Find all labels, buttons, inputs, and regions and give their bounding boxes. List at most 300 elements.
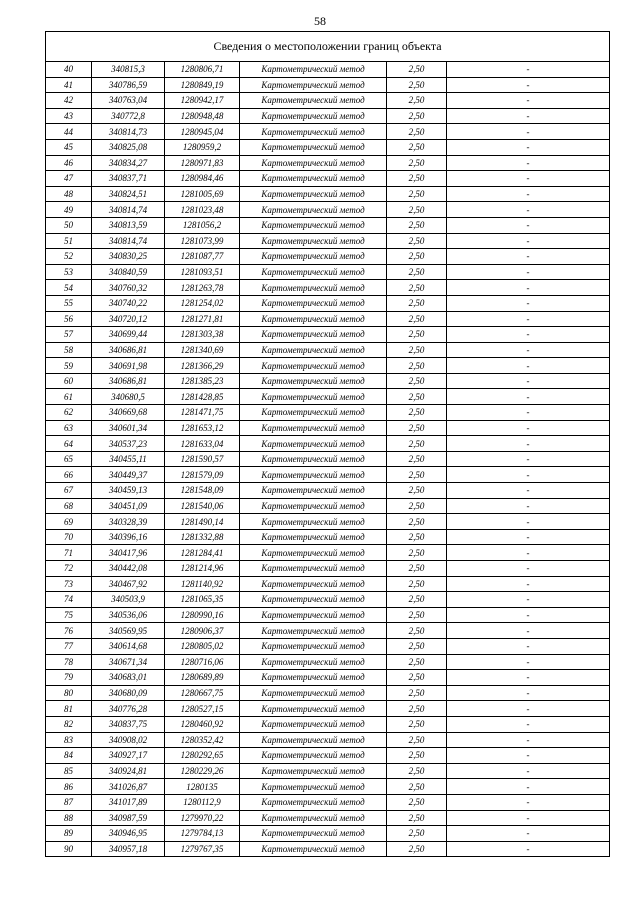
precision-cell: 2,50 — [387, 748, 447, 764]
description-cell: - — [447, 436, 610, 452]
method-cell: Картометрический метод — [240, 561, 387, 577]
table-row — [46, 202, 610, 218]
table-row — [46, 155, 610, 171]
point-number-cell: 89 — [46, 826, 92, 842]
precision-cell: 2,50 — [387, 171, 447, 187]
x-coordinate-cell: 340830,25 — [92, 249, 165, 265]
precision-cell: 2,50 — [387, 62, 447, 78]
method-cell: Картометрический метод — [240, 467, 387, 483]
description-cell: - — [447, 327, 610, 343]
x-coordinate-cell: 340459,13 — [92, 483, 165, 499]
precision-cell: 2,50 — [387, 810, 447, 826]
precision-cell: 2,50 — [387, 670, 447, 686]
table-row — [46, 389, 610, 405]
y-coordinate-cell: 1281633,04 — [165, 436, 240, 452]
description-cell: - — [447, 654, 610, 670]
x-coordinate-cell: 341026,87 — [92, 779, 165, 795]
point-number-cell: 60 — [46, 373, 92, 389]
table-row — [46, 77, 610, 93]
table-row — [46, 514, 610, 530]
precision-cell: 2,50 — [387, 826, 447, 842]
x-coordinate-cell: 340814,74 — [92, 202, 165, 218]
point-number-cell: 63 — [46, 420, 92, 436]
method-cell: Картометрический метод — [240, 280, 387, 296]
table-row — [46, 451, 610, 467]
method-cell: Картометрический метод — [240, 638, 387, 654]
point-number-cell: 83 — [46, 732, 92, 748]
method-cell: Картометрический метод — [240, 810, 387, 826]
x-coordinate-cell: 340442,08 — [92, 561, 165, 577]
point-number-cell: 68 — [46, 498, 92, 514]
y-coordinate-cell: 1280716,06 — [165, 654, 240, 670]
point-number-cell: 69 — [46, 514, 92, 530]
description-cell: - — [447, 405, 610, 421]
description-cell: - — [447, 545, 610, 561]
precision-cell: 2,50 — [387, 623, 447, 639]
description-cell: - — [447, 716, 610, 732]
method-cell: Картометрический метод — [240, 623, 387, 639]
method-cell: Картометрический метод — [240, 716, 387, 732]
y-coordinate-cell: 1280292,65 — [165, 748, 240, 764]
x-coordinate-cell: 340720,12 — [92, 311, 165, 327]
x-coordinate-cell: 340451,09 — [92, 498, 165, 514]
table-row — [46, 280, 610, 296]
method-cell: Картометрический метод — [240, 405, 387, 421]
description-cell: - — [447, 77, 610, 93]
table-row — [46, 561, 610, 577]
precision-cell: 2,50 — [387, 358, 447, 374]
precision-cell: 2,50 — [387, 545, 447, 561]
table-row — [46, 748, 610, 764]
x-coordinate-cell: 340772,8 — [92, 108, 165, 124]
page-number: 58 — [314, 14, 326, 28]
description-cell: - — [447, 342, 610, 358]
point-number-cell: 49 — [46, 202, 92, 218]
point-number-cell: 52 — [46, 249, 92, 265]
description-cell: - — [447, 358, 610, 374]
method-cell: Картометрический метод — [240, 545, 387, 561]
y-coordinate-cell: 1280229,26 — [165, 763, 240, 779]
y-coordinate-cell: 1281140,92 — [165, 576, 240, 592]
method-cell: Картометрический метод — [240, 529, 387, 545]
method-cell: Картометрический метод — [240, 826, 387, 842]
point-number-cell: 85 — [46, 763, 92, 779]
table-row — [46, 420, 610, 436]
precision-cell: 2,50 — [387, 155, 447, 171]
point-number-cell: 46 — [46, 155, 92, 171]
table-row — [46, 732, 610, 748]
precision-cell: 2,50 — [387, 342, 447, 358]
point-number-cell: 78 — [46, 654, 92, 670]
precision-cell: 2,50 — [387, 373, 447, 389]
table-row — [46, 670, 610, 686]
table-row — [46, 295, 610, 311]
method-cell: Картометрический метод — [240, 202, 387, 218]
point-number-cell: 55 — [46, 295, 92, 311]
table-row — [46, 171, 610, 187]
table-row — [46, 779, 610, 795]
precision-cell: 2,50 — [387, 389, 447, 405]
precision-cell: 2,50 — [387, 576, 447, 592]
x-coordinate-cell: 340946,95 — [92, 826, 165, 842]
description-cell: - — [447, 124, 610, 140]
method-cell: Картометрический метод — [240, 186, 387, 202]
y-coordinate-cell: 1281073,99 — [165, 233, 240, 249]
table-row — [46, 638, 610, 654]
method-cell: Картометрический метод — [240, 670, 387, 686]
precision-cell: 2,50 — [387, 654, 447, 670]
table-row — [46, 716, 610, 732]
point-number-cell: 75 — [46, 607, 92, 623]
point-number-cell: 65 — [46, 451, 92, 467]
x-coordinate-cell: 340569,95 — [92, 623, 165, 639]
point-number-cell: 47 — [46, 171, 92, 187]
table-row — [46, 342, 610, 358]
y-coordinate-cell: 1280849,19 — [165, 77, 240, 93]
point-number-cell: 80 — [46, 685, 92, 701]
point-number-cell: 59 — [46, 358, 92, 374]
point-number-cell: 88 — [46, 810, 92, 826]
point-number-cell: 58 — [46, 342, 92, 358]
method-cell: Картометрический метод — [240, 451, 387, 467]
point-number-cell: 61 — [46, 389, 92, 405]
table-row — [46, 108, 610, 124]
x-coordinate-cell: 340449,37 — [92, 467, 165, 483]
method-cell: Картометрический метод — [240, 93, 387, 109]
method-cell: Картометрический метод — [240, 607, 387, 623]
description-cell: - — [447, 295, 610, 311]
description-cell: - — [447, 529, 610, 545]
description-cell: - — [447, 592, 610, 608]
y-coordinate-cell: 1281093,51 — [165, 264, 240, 280]
y-coordinate-cell: 1281332,88 — [165, 529, 240, 545]
precision-cell: 2,50 — [387, 108, 447, 124]
point-number-cell: 54 — [46, 280, 92, 296]
x-coordinate-cell: 340786,59 — [92, 77, 165, 93]
description-cell: - — [447, 233, 610, 249]
y-coordinate-cell: 1281005,69 — [165, 186, 240, 202]
point-number-cell: 44 — [46, 124, 92, 140]
y-coordinate-cell: 1280527,15 — [165, 701, 240, 717]
description-cell: - — [447, 748, 610, 764]
point-number-cell: 50 — [46, 217, 92, 233]
y-coordinate-cell: 1281340,69 — [165, 342, 240, 358]
point-number-cell: 71 — [46, 545, 92, 561]
table-row — [46, 358, 610, 374]
x-coordinate-cell: 340537,23 — [92, 436, 165, 452]
x-coordinate-cell: 340837,71 — [92, 171, 165, 187]
y-coordinate-cell: 1280352,42 — [165, 732, 240, 748]
table-row — [46, 498, 610, 514]
y-coordinate-cell: 1281385,23 — [165, 373, 240, 389]
method-cell: Картометрический метод — [240, 155, 387, 171]
precision-cell: 2,50 — [387, 124, 447, 140]
table-row — [46, 763, 610, 779]
description-cell: - — [447, 763, 610, 779]
description-cell: - — [447, 826, 610, 842]
precision-cell: 2,50 — [387, 311, 447, 327]
method-cell: Картометрический метод — [240, 311, 387, 327]
y-coordinate-cell: 1280689,89 — [165, 670, 240, 686]
method-cell: Картометрический метод — [240, 171, 387, 187]
precision-cell: 2,50 — [387, 685, 447, 701]
precision-cell: 2,50 — [387, 405, 447, 421]
description-cell: - — [447, 311, 610, 327]
description-cell: - — [447, 217, 610, 233]
point-number-cell: 84 — [46, 748, 92, 764]
precision-cell: 2,50 — [387, 467, 447, 483]
point-number-cell: 56 — [46, 311, 92, 327]
description-cell: - — [447, 389, 610, 405]
x-coordinate-cell: 340908,02 — [92, 732, 165, 748]
table-row — [46, 841, 610, 857]
precision-cell: 2,50 — [387, 529, 447, 545]
precision-cell: 2,50 — [387, 514, 447, 530]
method-cell: Картометрический метод — [240, 373, 387, 389]
method-cell: Картометрический метод — [240, 342, 387, 358]
description-cell: - — [447, 638, 610, 654]
point-number-cell: 62 — [46, 405, 92, 421]
table-row — [46, 124, 610, 140]
description-cell: - — [447, 498, 610, 514]
description-cell: - — [447, 810, 610, 826]
y-coordinate-cell: 1281056,2 — [165, 217, 240, 233]
point-number-cell: 41 — [46, 77, 92, 93]
y-coordinate-cell: 1279784,13 — [165, 826, 240, 842]
point-number-cell: 67 — [46, 483, 92, 499]
y-coordinate-cell: 1280948,48 — [165, 108, 240, 124]
x-coordinate-cell: 341017,89 — [92, 794, 165, 810]
y-coordinate-cell: 1281303,38 — [165, 327, 240, 343]
table-row — [46, 810, 610, 826]
method-cell: Картометрический метод — [240, 732, 387, 748]
table-row — [46, 794, 610, 810]
method-cell: Картометрический метод — [240, 841, 387, 857]
point-number-cell: 77 — [46, 638, 92, 654]
x-coordinate-cell: 340503,9 — [92, 592, 165, 608]
x-coordinate-cell: 340957,18 — [92, 841, 165, 857]
table-row — [46, 93, 610, 109]
description-cell: - — [447, 155, 610, 171]
table-row — [46, 826, 610, 842]
table-row — [46, 436, 610, 452]
method-cell: Картометрический метод — [240, 592, 387, 608]
x-coordinate-cell: 340834,27 — [92, 155, 165, 171]
x-coordinate-cell: 340669,68 — [92, 405, 165, 421]
description-cell: - — [447, 779, 610, 795]
table-row — [46, 576, 610, 592]
precision-cell: 2,50 — [387, 561, 447, 577]
y-coordinate-cell: 1279767,35 — [165, 841, 240, 857]
precision-cell: 2,50 — [387, 295, 447, 311]
x-coordinate-cell: 340776,28 — [92, 701, 165, 717]
precision-cell: 2,50 — [387, 794, 447, 810]
y-coordinate-cell: 1280959,2 — [165, 139, 240, 155]
method-cell: Картометрический метод — [240, 436, 387, 452]
method-cell: Картометрический метод — [240, 295, 387, 311]
table-row — [46, 654, 610, 670]
method-cell: Картометрический метод — [240, 217, 387, 233]
method-cell: Картометрический метод — [240, 124, 387, 140]
description-cell: - — [447, 467, 610, 483]
x-coordinate-cell: 340924,81 — [92, 763, 165, 779]
y-coordinate-cell: 1280971,83 — [165, 155, 240, 171]
precision-cell: 2,50 — [387, 93, 447, 109]
description-cell: - — [447, 171, 610, 187]
point-number-cell: 73 — [46, 576, 92, 592]
description-cell: - — [447, 561, 610, 577]
table-row — [46, 592, 610, 608]
precision-cell: 2,50 — [387, 420, 447, 436]
description-cell: - — [447, 701, 610, 717]
point-number-cell: 66 — [46, 467, 92, 483]
x-coordinate-cell: 340987,59 — [92, 810, 165, 826]
y-coordinate-cell: 1281428,85 — [165, 389, 240, 405]
description-cell: - — [447, 685, 610, 701]
table-row — [46, 249, 610, 265]
precision-cell: 2,50 — [387, 202, 447, 218]
description-cell: - — [447, 451, 610, 467]
method-cell: Картометрический метод — [240, 763, 387, 779]
y-coordinate-cell: 1280990,16 — [165, 607, 240, 623]
x-coordinate-cell: 340455,11 — [92, 451, 165, 467]
table-row — [46, 327, 610, 343]
method-cell: Картометрический метод — [240, 233, 387, 249]
x-coordinate-cell: 340671,34 — [92, 654, 165, 670]
point-number-cell: 64 — [46, 436, 92, 452]
precision-cell: 2,50 — [387, 498, 447, 514]
method-cell: Картометрический метод — [240, 389, 387, 405]
precision-cell: 2,50 — [387, 233, 447, 249]
x-coordinate-cell: 340614,68 — [92, 638, 165, 654]
description-cell: - — [447, 139, 610, 155]
precision-cell: 2,50 — [387, 249, 447, 265]
table-row — [46, 373, 610, 389]
precision-cell: 2,50 — [387, 607, 447, 623]
table-row — [46, 701, 610, 717]
y-coordinate-cell: 1281366,29 — [165, 358, 240, 374]
table-title: Сведения о местоположении границ объекта — [46, 32, 610, 62]
point-number-cell: 51 — [46, 233, 92, 249]
boundary-coordinates-table — [45, 31, 610, 857]
description-cell: - — [447, 794, 610, 810]
x-coordinate-cell: 340417,96 — [92, 545, 165, 561]
table-row — [46, 685, 610, 701]
point-number-cell: 87 — [46, 794, 92, 810]
method-cell: Картометрический метод — [240, 327, 387, 343]
x-coordinate-cell: 340837,75 — [92, 716, 165, 732]
precision-cell: 2,50 — [387, 592, 447, 608]
x-coordinate-cell: 340824,51 — [92, 186, 165, 202]
method-cell: Картометрический метод — [240, 654, 387, 670]
y-coordinate-cell: 1280945,04 — [165, 124, 240, 140]
x-coordinate-cell: 340686,81 — [92, 373, 165, 389]
y-coordinate-cell: 1280942,17 — [165, 93, 240, 109]
x-coordinate-cell: 340814,74 — [92, 233, 165, 249]
precision-cell: 2,50 — [387, 77, 447, 93]
x-coordinate-cell: 340396,16 — [92, 529, 165, 545]
method-cell: Картометрический метод — [240, 77, 387, 93]
table-row — [46, 545, 610, 561]
precision-cell: 2,50 — [387, 732, 447, 748]
table-row — [46, 607, 610, 623]
precision-cell: 2,50 — [387, 280, 447, 296]
y-coordinate-cell: 1281540,06 — [165, 498, 240, 514]
method-cell: Картометрический метод — [240, 748, 387, 764]
table-row — [46, 139, 610, 155]
y-coordinate-cell: 1281548,09 — [165, 483, 240, 499]
x-coordinate-cell: 340691,98 — [92, 358, 165, 374]
x-coordinate-cell: 340814,73 — [92, 124, 165, 140]
precision-cell: 2,50 — [387, 451, 447, 467]
y-coordinate-cell: 1281590,57 — [165, 451, 240, 467]
point-number-cell: 74 — [46, 592, 92, 608]
precision-cell: 2,50 — [387, 436, 447, 452]
description-cell: - — [447, 420, 610, 436]
precision-cell: 2,50 — [387, 217, 447, 233]
method-cell: Картометрический метод — [240, 483, 387, 499]
description-cell: - — [447, 607, 610, 623]
point-number-cell: 53 — [46, 264, 92, 280]
table-row — [46, 623, 610, 639]
table-row — [46, 405, 610, 421]
y-coordinate-cell: 1279970,22 — [165, 810, 240, 826]
description-cell: - — [447, 280, 610, 296]
method-cell: Картометрический метод — [240, 108, 387, 124]
method-cell: Картометрический метод — [240, 685, 387, 701]
y-coordinate-cell: 1280806,71 — [165, 62, 240, 78]
table-row — [46, 217, 610, 233]
x-coordinate-cell: 340699,44 — [92, 327, 165, 343]
table-header-row — [46, 32, 610, 62]
x-coordinate-cell: 340686,81 — [92, 342, 165, 358]
description-cell: - — [447, 841, 610, 857]
y-coordinate-cell: 1280135 — [165, 779, 240, 795]
point-number-cell: 57 — [46, 327, 92, 343]
method-cell: Картометрический метод — [240, 514, 387, 530]
precision-cell: 2,50 — [387, 638, 447, 654]
precision-cell: 2,50 — [387, 841, 447, 857]
precision-cell: 2,50 — [387, 701, 447, 717]
method-cell: Картометрический метод — [240, 576, 387, 592]
method-cell: Картометрический метод — [240, 264, 387, 280]
x-coordinate-cell: 340927,17 — [92, 748, 165, 764]
method-cell: Картометрический метод — [240, 249, 387, 265]
point-number-cell: 40 — [46, 62, 92, 78]
table-row — [46, 233, 610, 249]
table-body — [46, 62, 610, 857]
description-cell: - — [447, 623, 610, 639]
point-number-cell: 72 — [46, 561, 92, 577]
description-cell: - — [447, 93, 610, 109]
description-cell: - — [447, 108, 610, 124]
y-coordinate-cell: 1281271,81 — [165, 311, 240, 327]
y-coordinate-cell: 1281490,14 — [165, 514, 240, 530]
description-cell: - — [447, 670, 610, 686]
y-coordinate-cell: 1281087,77 — [165, 249, 240, 265]
description-cell: - — [447, 186, 610, 202]
precision-cell: 2,50 — [387, 716, 447, 732]
precision-cell: 2,50 — [387, 139, 447, 155]
precision-cell: 2,50 — [387, 779, 447, 795]
precision-cell: 2,50 — [387, 327, 447, 343]
y-coordinate-cell: 1281023,48 — [165, 202, 240, 218]
point-number-cell: 76 — [46, 623, 92, 639]
y-coordinate-cell: 1281065,35 — [165, 592, 240, 608]
table-row — [46, 311, 610, 327]
point-number-cell: 79 — [46, 670, 92, 686]
point-number-cell: 86 — [46, 779, 92, 795]
